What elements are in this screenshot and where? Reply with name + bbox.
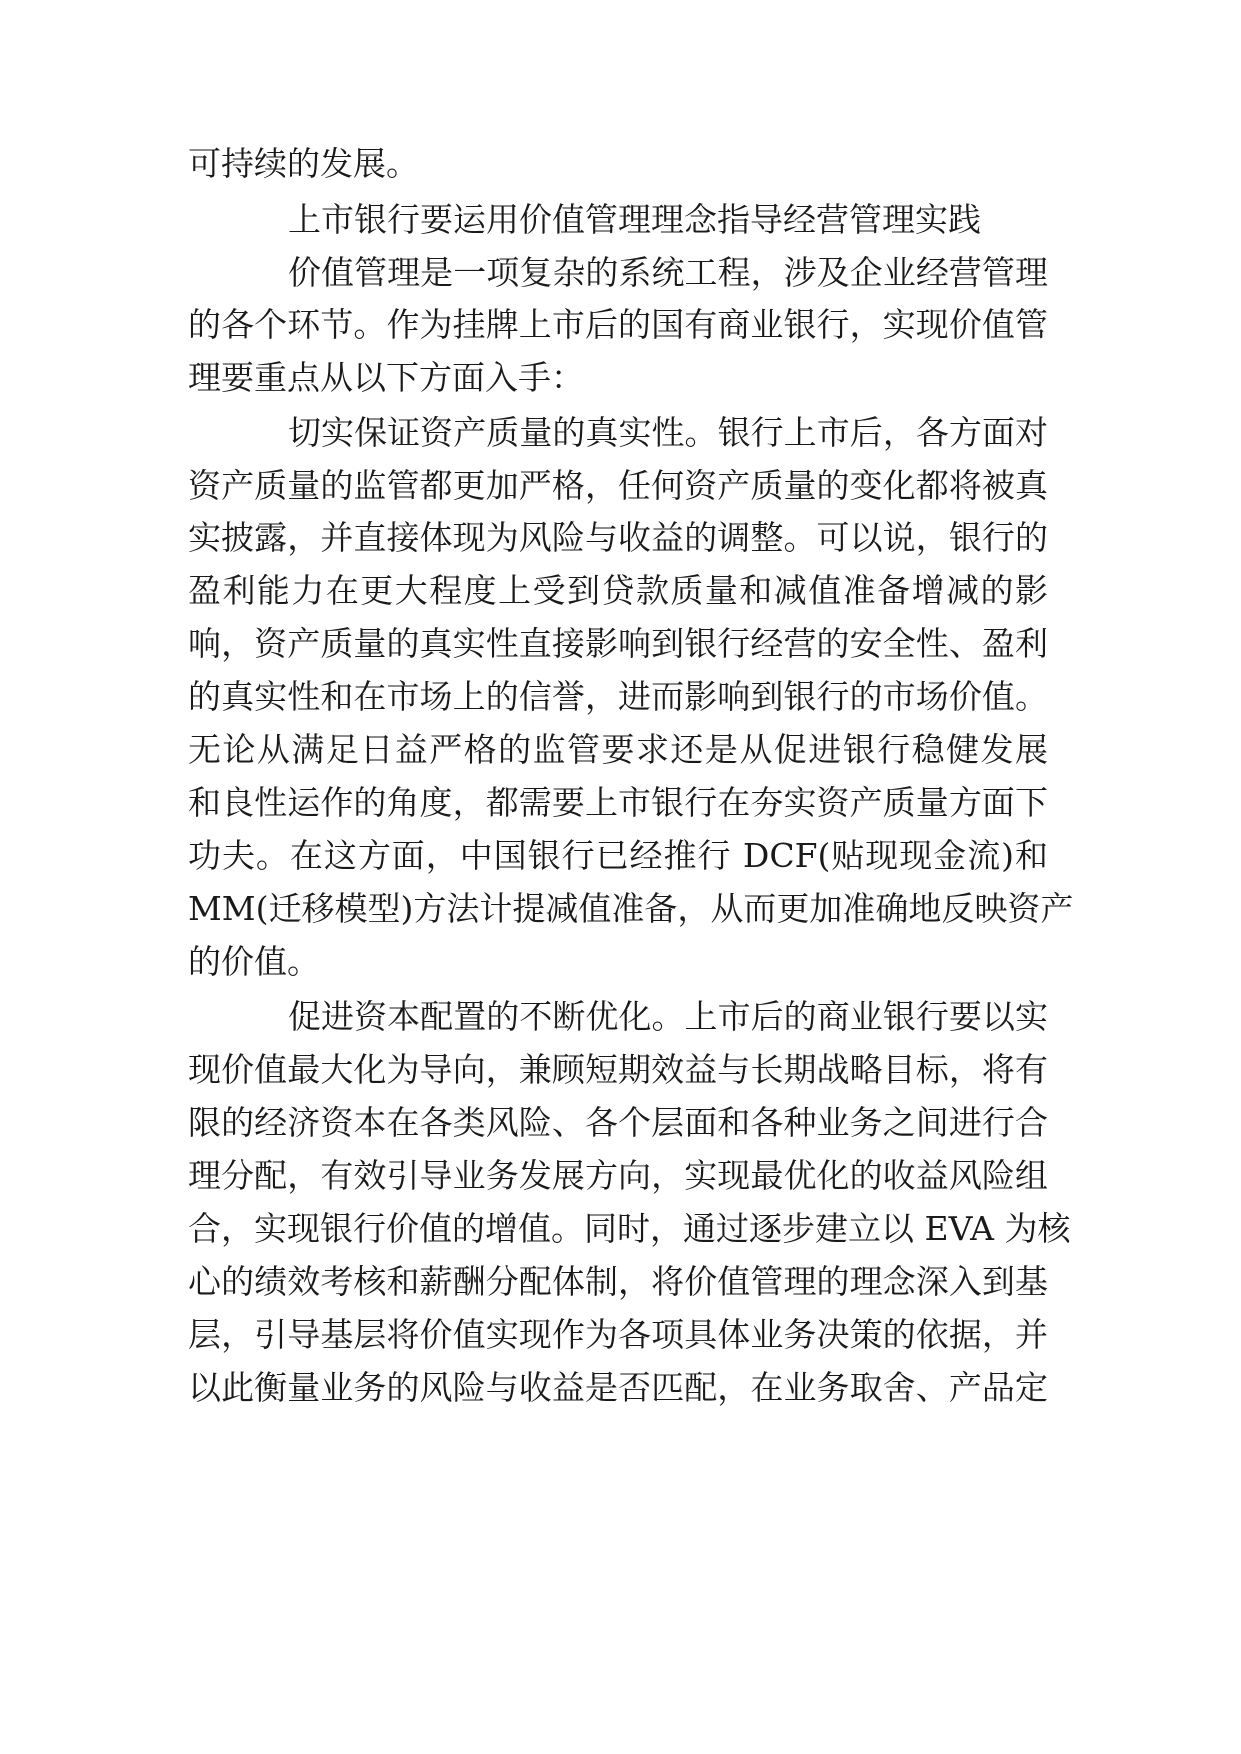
text-line [0, 726, 1241, 774]
line-text: 层，引导基层将价值实现作为各项具体业务决策的依据，并 [188, 1315, 1048, 1354]
line-text: 和良性运作的角度，都需要上市银行在夯实资产质量方面下 [188, 783, 1048, 822]
line-text: 的真实性和在市场上的信誉，进而影响到银行的市场价值。 [188, 677, 1048, 716]
line-text: 实披露，并直接体现为风险与收益的调整。可以说，银行的 [188, 518, 1048, 557]
line-text: 上市银行要运用价值管理理念指导经营管理实践 [288, 200, 981, 239]
line-text: 价值管理是一项复杂的系统工程，涉及企业经营管理 [288, 253, 1048, 292]
line-text: 可持续的发展。 [188, 144, 419, 183]
line-text: 无论从满足日益严格的监管要求还是从促进银行稳健发展 [188, 730, 1048, 769]
text-line [0, 673, 1241, 721]
text-line [0, 409, 1241, 457]
text-line [0, 567, 1241, 615]
text-line [0, 993, 1241, 1041]
line-text: MM(迁移模型)方法计提减值准备，从而更加准确地反映资产 [188, 889, 1074, 928]
text-line [0, 1099, 1241, 1147]
line-text: 切实保证资产质量的真实性。银行上市后，各方面对 [288, 413, 1048, 452]
line-text: 促进资本配置的不断优化。上市后的商业银行要以实 [288, 997, 1048, 1036]
line-text: 的价值。 [188, 942, 320, 981]
line-text: 理分配，有效引导业务发展方向，实现最优化的收益风险组 [188, 1156, 1048, 1195]
line-text: 合，实现银行价值的增值。同时，通过逐步建立以 EVA 为核 [188, 1209, 1071, 1248]
text-line [0, 514, 1241, 562]
text-line [0, 301, 1241, 349]
text-line [0, 779, 1241, 827]
line-text: 盈利能力在更大程度上受到贷款质量和减值准备增减的影 [188, 571, 1048, 610]
text-line [0, 938, 1241, 986]
line-text: 心的绩效考核和薪酬分配体制，将价值管理的理念深入到基 [188, 1262, 1048, 1301]
line-text: 限的经济资本在各类风险、各个层面和各种业务之间进行合 [188, 1103, 1048, 1142]
text-line [0, 1311, 1241, 1359]
line-text: 以此衡量业务的风险与收益是否匹配，在业务取舍、产品定 [188, 1368, 1048, 1407]
text-line [0, 1152, 1241, 1200]
line-text: 资产质量的监管都更加严格，任何资产质量的变化都将被真 [188, 466, 1048, 505]
text-line [0, 1046, 1241, 1094]
line-text: 现价值最大化为导向，兼顾短期效益与长期战略目标，将有 [188, 1050, 1048, 1089]
text-line [0, 354, 1241, 402]
text-line [0, 1258, 1241, 1306]
text-line [0, 832, 1241, 880]
text-line [0, 462, 1241, 510]
text-line [0, 620, 1241, 668]
section-heading [0, 196, 1241, 244]
line-text: 理要重点从以下方面入手： [188, 358, 584, 397]
line-text: 功夫。在这方面，中国银行已经推行 DCF(贴现现金流)和 [188, 836, 1048, 875]
text-line [0, 1364, 1241, 1412]
text-line [0, 885, 1241, 933]
text-line [0, 140, 1241, 188]
line-text: 响，资产质量的真实性直接影响到银行经营的安全性、盈利 [188, 624, 1048, 663]
text-line [0, 249, 1241, 297]
text-line [0, 1205, 1241, 1253]
line-text: 的各个环节。作为挂牌上市后的国有商业银行，实现价值管 [188, 305, 1048, 344]
